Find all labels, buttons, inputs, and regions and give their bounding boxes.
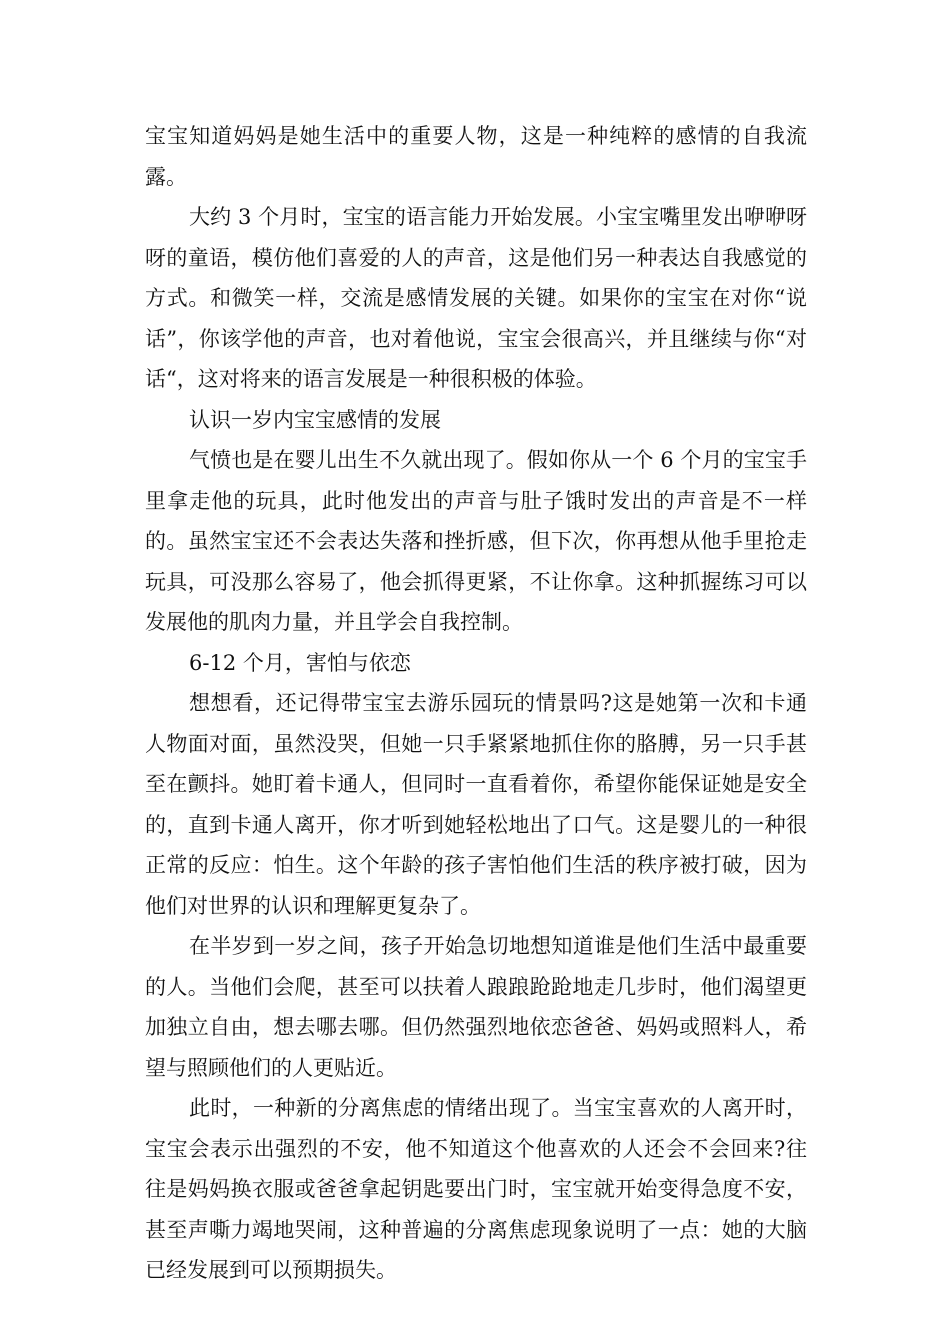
document-body: [145, 116, 807, 1291]
paragraph-3: 气愤也是在婴儿出生不久就出现了。假如你从一个 6 个月的宝宝手里拿走他的玩具，此时他发出的声音与肚子饿时发出的声音是不一样的。虽然宝宝还不会表达失落和挫折感，但下次，你再想从他手里抢走玩具，可没那么容易了，他会抓得更紧，不让你拿。这种抓握练习可以发展他的肌肉力量，并且学会自我控制。: [145, 448, 807, 634]
paragraph-1: 宝宝知道妈妈是她生活中的重要人物，这是一种纯粹的感情的自我流露。: [145, 124, 807, 189]
section-heading-first-year: 认识一岁内宝宝感情的发展: [189, 407, 441, 432]
paragraph-5: 在半岁到一岁之间，孩子开始急切地想知道谁是他们生活中最重要的人。当他们会爬，甚至可以扶着人踉踉跄跄地走几步时，他们渴望更加独立自由，想去哪去哪。但仍然强烈地依恋爸爸、妈妈或照料人，希望与照顾他们的人更贴近。: [145, 934, 807, 1080]
paragraph-6: 此时，一种新的分离焦虑的情绪出现了。当宝宝喜欢的人离开时，宝宝会表示出强烈的不安，他不知道这个他喜欢的人还会不会回来?往往是妈妈换衣服或爸爸拿起钥匙要出门时，宝宝就开始变得急度不安，甚至声嘶力竭地哭闹，这种普遍的分离焦虑现象说明了一点：她的大脑已经发展到可以预期损失。: [145, 1096, 807, 1282]
section-heading-6-12-months: 6-12 个月，害怕与依恋: [189, 650, 411, 675]
paragraph-2: 大约 3 个月时，宝宝的语言能力开始发展。小宝宝嘴里发出咿咿呀呀的童语，模仿他们喜爱的人的声音，这是他们另一种表达自我感觉的方式。和微笑一样，交流是感情发展的关键。如果你的宝宝在对你“说话”，你该学他的声音，也对着他说，宝宝会很高兴，并且继续与你“对话“，这对将来的语言发展是一种很积极的体验。: [145, 205, 807, 391]
paragraph-4: 想想看，还记得带宝宝去游乐园玩的情景吗?这是她第一次和卡通人物面对面，虽然没哭，但她一只手紧紧地抓住你的胳膊，另一只手甚至在颤抖。她盯着卡通人，但同时一直看着你，希望你能保证她是安全的，直到卡通人离开，你才听到她轻松地出了口气。这是婴儿的一种很正常的反应：怕生。这个年龄的孩子害怕他们生活的秩序被打破，因为他们对世界的认识和理解更复杂了。: [145, 691, 807, 918]
